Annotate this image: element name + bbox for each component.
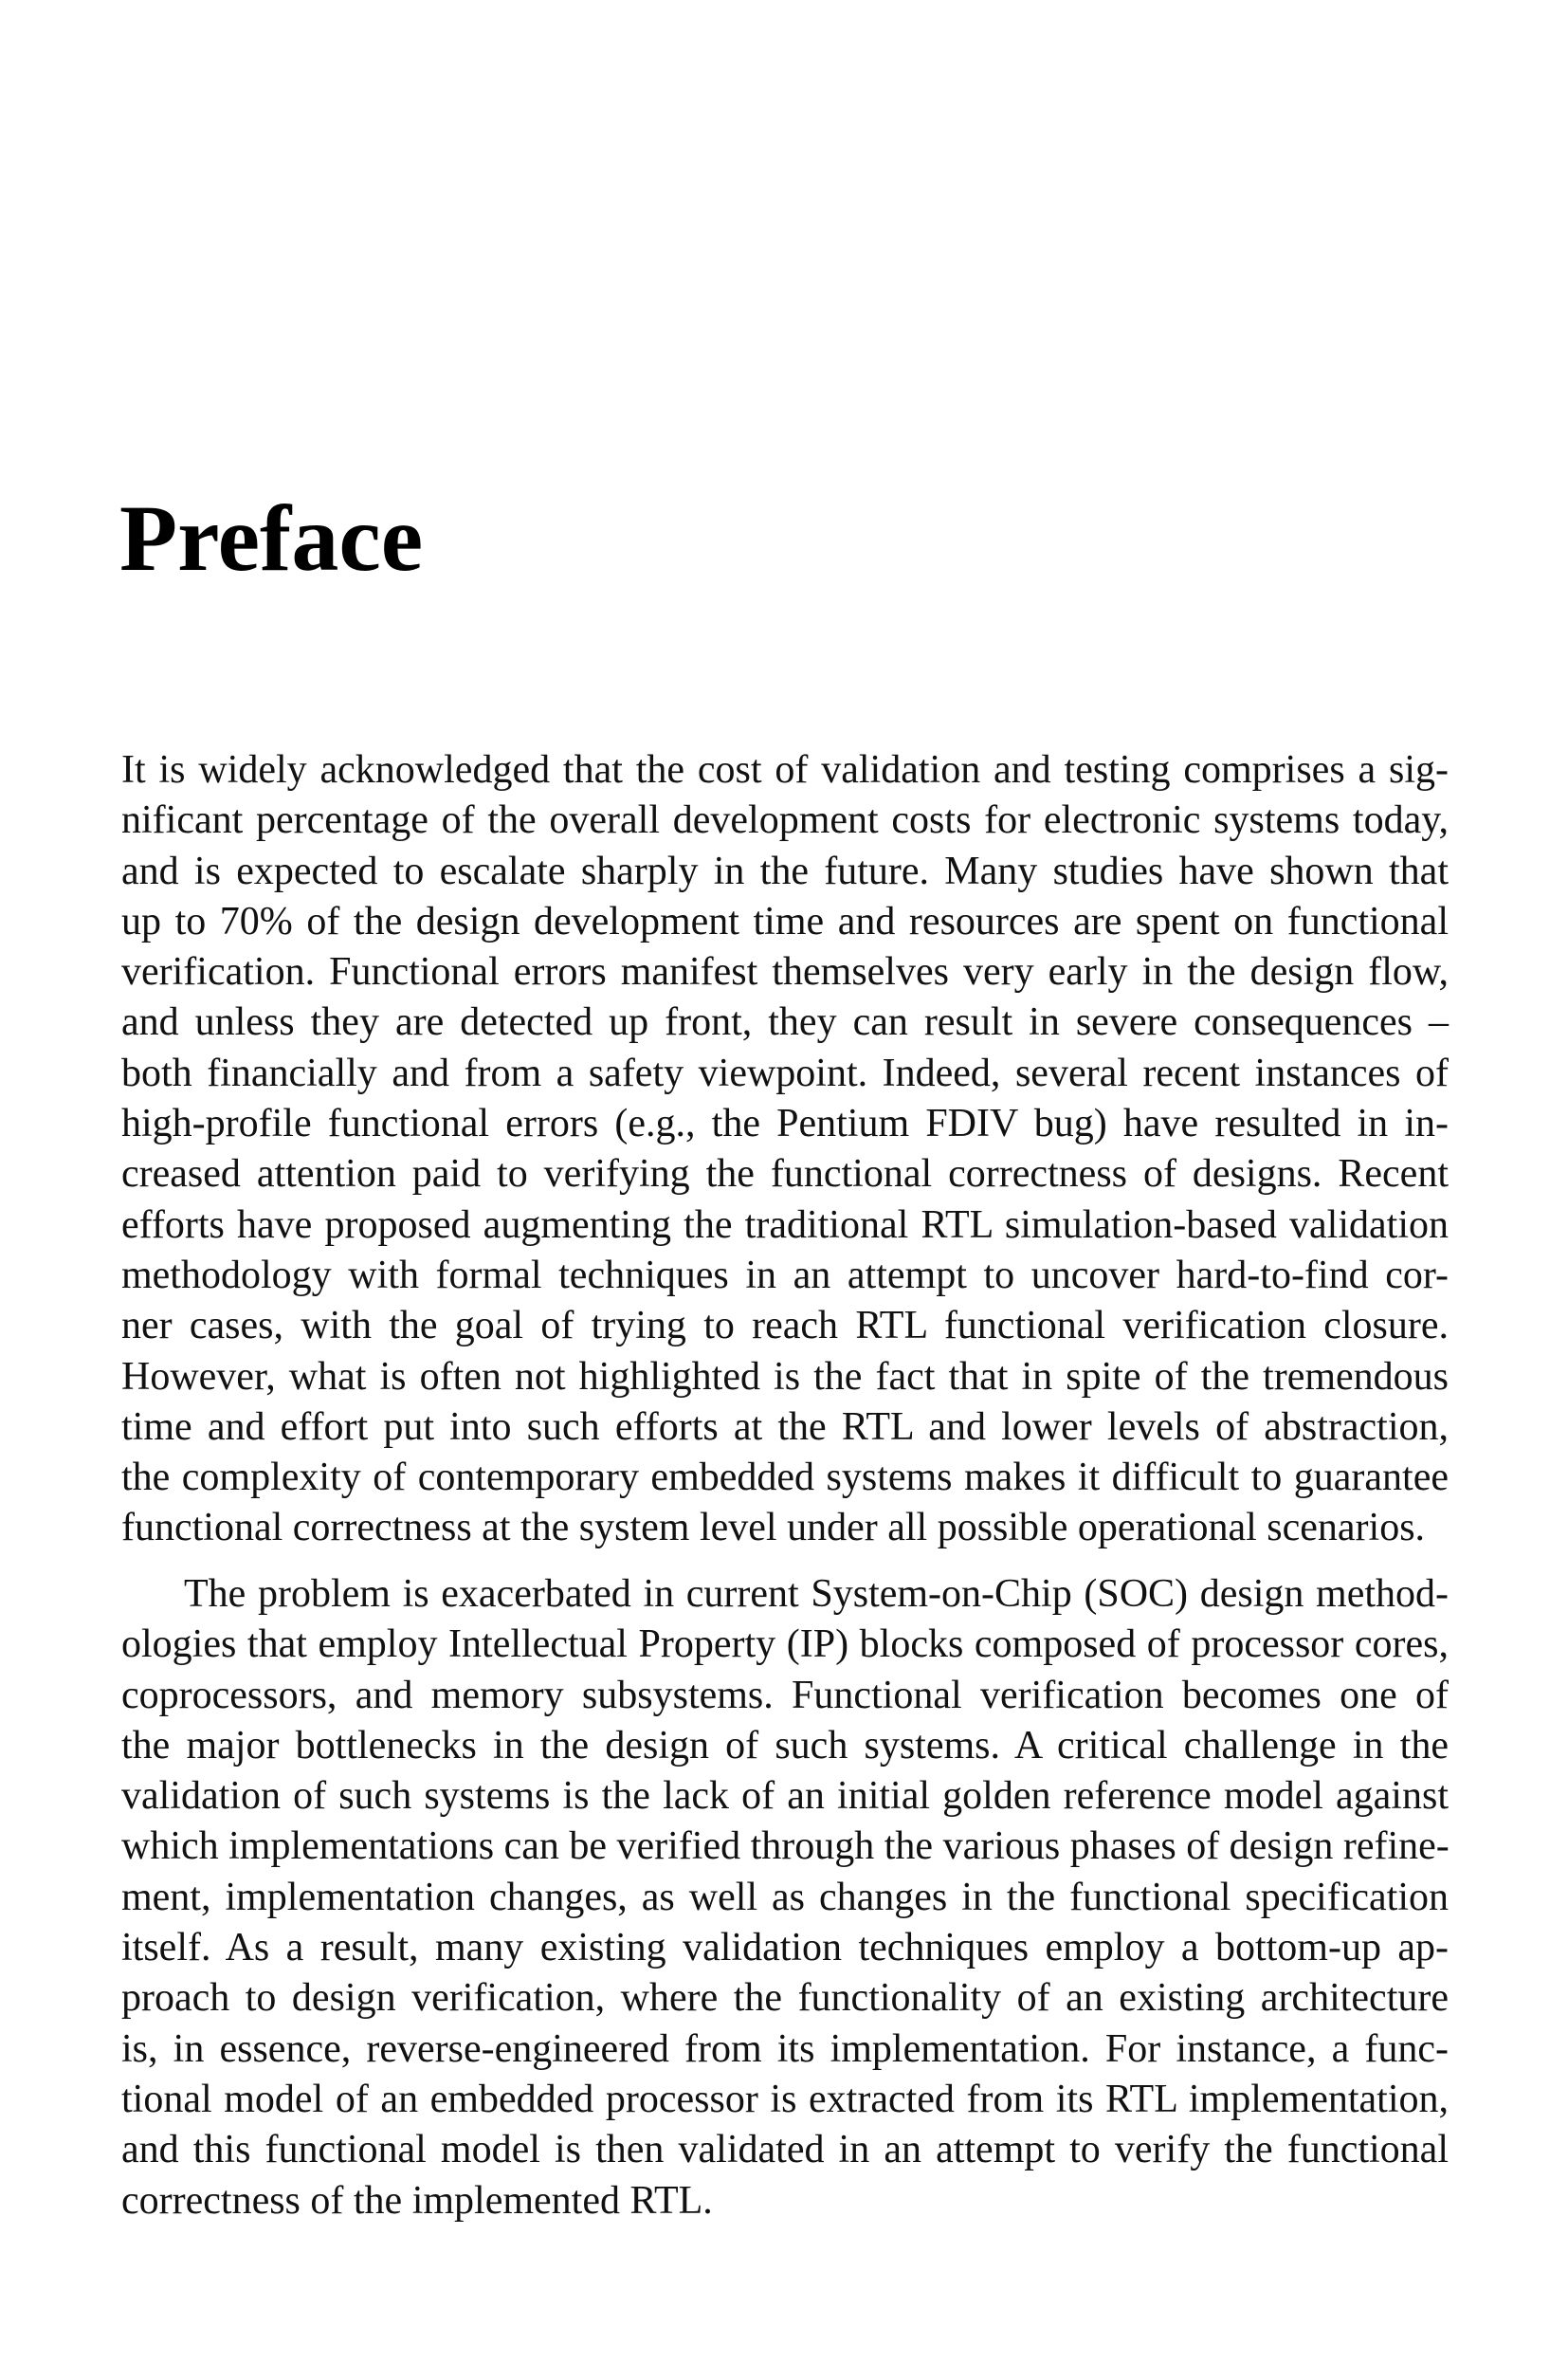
text-line: ner cases, with the goal of trying to reach RTL functional verification closure. [121,1304,1449,1348]
paragraph-2 [121,1569,1449,2226]
text-line: up to 70% of the design development time and resources are spent on functional [121,899,1449,943]
text-line: tional model of an embedded processor is extracted from its RTL implementation, [121,2077,1449,2121]
text-line: validation of such systems is the lack of an initial golden reference model against [121,1774,1449,1819]
text-line: ment, implementation changes, as well as changes in the functional specification [121,1875,1449,1919]
text-line: correctness of the implemented RTL. [121,2178,713,2223]
text-line: the major bottlenecks in the design of such systems. A critical challenge in the [121,1723,1449,1768]
text-line: It is widely acknowledged that the cost of validation and testing comprises a sig- [121,748,1449,792]
text-line: which implementations can be verified through the various phases of design refine- [121,1824,1449,1869]
text-line: However, what is often not highlighted is the fact that in spite of the tremendous [121,1354,1449,1399]
page-title: Preface [119,485,424,591]
paragraph-1 [121,745,1449,1554]
text-line: is, in essence, reverse-engineered from its implementation. For instance, a func- [121,2026,1449,2071]
text-line: creased attention paid to verifying the functional correctness of designs. Recent [121,1152,1449,1197]
text-line: and this functional model is then validated in an attempt to verify the functional [121,2128,1449,2172]
text-line: ologies that employ Intellectual Property (IP) blocks composed of processor cores, [121,1622,1449,1667]
text-line: both financially and from a safety viewpoint. Indeed, several recent instances of [121,1051,1449,1095]
text-line: proach to design verification, where the functionality of an existing architecture [121,1976,1449,2021]
text-line: functional correctness at the system level under all possible operational scenarios. [121,1506,1426,1550]
text-line: efforts have proposed augmenting the traditional RTL simulation-based validation [121,1202,1449,1247]
text-line: the complexity of contemporary embedded systems makes it difficult to guarantee [121,1456,1449,1500]
text-line: itself. As a result, many existing validation techniques employ a bottom-up ap- [121,1926,1449,1970]
text-line: and is expected to escalate sharply in the future. Many studies have shown that [121,849,1449,893]
text-line: time and effort put into such efforts at the RTL and lower levels of abstraction, [121,1404,1449,1449]
text-line: methodology with formal techniques in an attempt to uncover hard-to-find cor- [121,1253,1449,1297]
text-line: high-profile functional errors (e.g., the Pentium FDIV bug) have resulted in in- [121,1102,1449,1146]
text-line: nificant percentage of the overall development costs for electronic systems today, [121,798,1449,843]
text-line: and unless they are detected up front, they can result in severe consequences – [121,1000,1449,1045]
text-line: The problem is exacerbated in current System-on-Chip (SOC) design method- [184,1572,1449,1616]
text-line: coprocessors, and memory subsystems. Functional verification becomes one of [121,1673,1449,1717]
text-line: verification. Functional errors manifest themselves very early in the design flow, [121,950,1449,995]
